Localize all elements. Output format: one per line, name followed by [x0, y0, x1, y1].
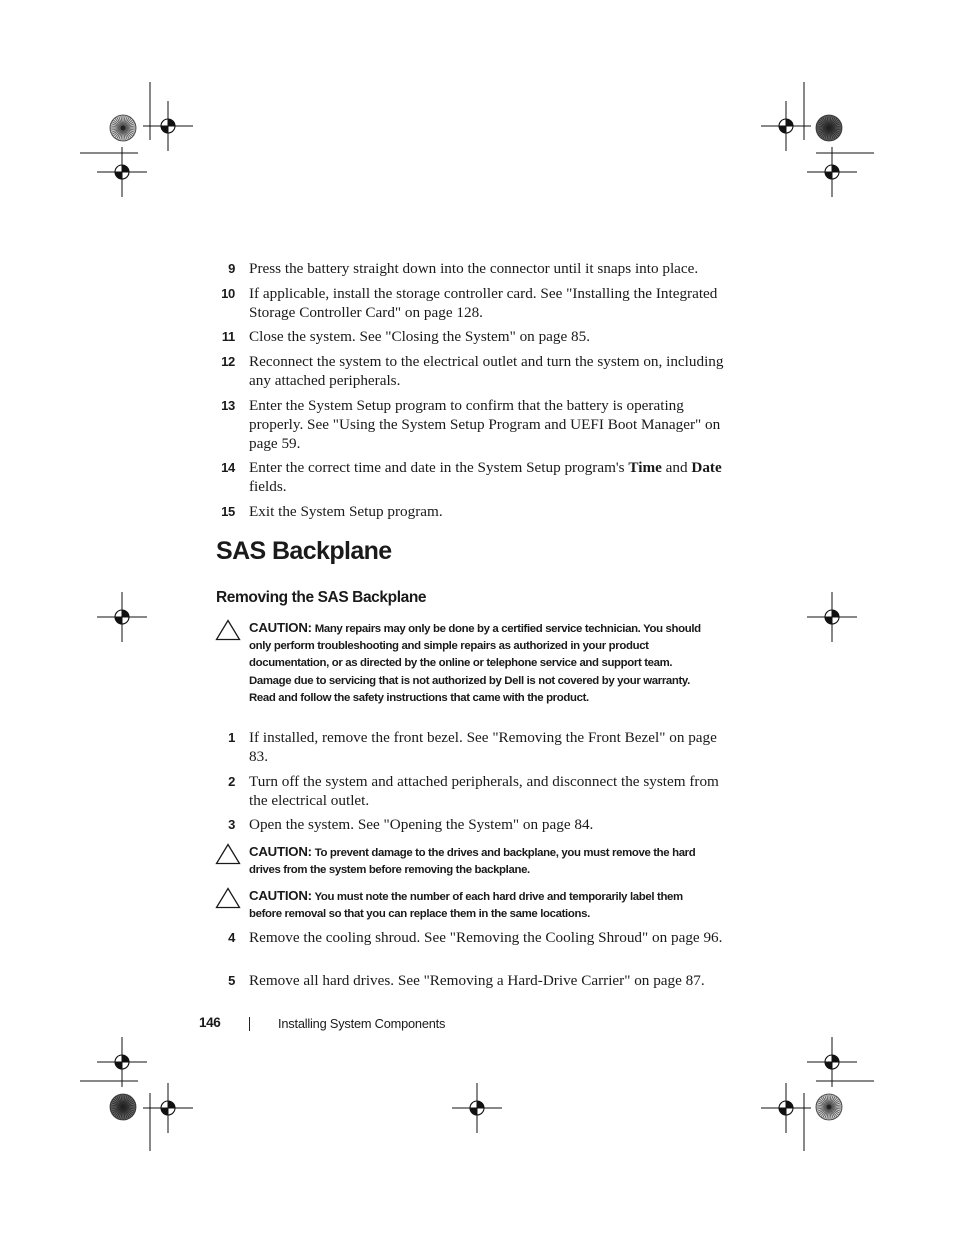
step-number: 4	[228, 930, 235, 945]
step-text: Close the system. See "Closing the System" on page 85.	[249, 328, 591, 345]
color-target-icon	[110, 115, 136, 141]
step-text: Reconnect the system to the electrical outlet and turn the system on, including any attached peripherals.	[249, 353, 724, 389]
step-text: Remove the cooling shroud. See "Removing the Cooling Shroud" on page 96.	[249, 929, 723, 946]
field-name-time: Time	[628, 459, 662, 476]
step-number: 14	[221, 460, 235, 475]
registration-mark-icon	[97, 1037, 147, 1087]
caution-text: You must note the number of each hard drive and temporarily label them before removal so that you can replace them in the same locations.	[249, 891, 683, 921]
caution-label: CAUTION:	[249, 888, 312, 903]
field-name-date: Date	[691, 459, 722, 476]
footer-divider	[249, 1017, 250, 1031]
registration-mark-icon	[452, 1083, 502, 1133]
registration-mark-icon	[807, 147, 857, 197]
subsection-title: Removing the SAS Backplane	[216, 589, 427, 606]
step-number: 3	[228, 817, 235, 832]
step-text: Enter the System Setup program to confirm that the battery is operating properly. See "Using the System Setup Program and UEFI Boot Manager" on page 59.	[249, 397, 721, 452]
step-number: 5	[228, 973, 235, 988]
step-number: 1	[228, 730, 235, 745]
caution-text: To prevent damage to the drives and backplane, you must remove the hard drives from the system before removing the backplane.	[249, 847, 696, 877]
color-target-icon	[110, 1094, 136, 1120]
page-number: 146	[199, 1015, 221, 1030]
caution-triangle-icon	[215, 887, 241, 909]
step-number: 15	[221, 504, 235, 519]
step-text: If applicable, install the storage controller card. See "Installing the Integrated Storage Controller Card" on page 128.	[249, 285, 718, 321]
step-number: 12	[221, 354, 235, 369]
caution-triangle-icon	[215, 843, 241, 865]
registration-mark-icon	[807, 1037, 857, 1087]
step-text: Enter the correct time and date in the System Setup program's Time and Date fields.	[249, 459, 722, 495]
color-target-icon	[816, 115, 842, 141]
caution-label: CAUTION:	[249, 844, 312, 859]
caution-triangle-icon	[215, 619, 241, 641]
registration-mark-icon	[97, 147, 147, 197]
registration-mark-icon	[807, 592, 857, 642]
step-number: 10	[221, 286, 235, 301]
step-number: 9	[228, 261, 235, 276]
caution-label: CAUTION:	[249, 620, 312, 635]
step-number: 11	[221, 329, 235, 344]
step-number: 13	[221, 398, 235, 413]
step-text: Open the system. See "Opening the System" on page 84.	[249, 816, 594, 833]
registration-mark-icon	[97, 592, 147, 642]
step-text: Remove all hard drives. See "Removing a Hard-Drive Carrier" on page 87.	[249, 972, 705, 989]
step-text: Turn off the system and attached peripherals, and disconnect the system from the electrical outlet.	[249, 773, 719, 809]
step-text: Exit the System Setup program.	[249, 503, 443, 520]
step-number: 2	[228, 774, 235, 789]
step-text: Press the battery straight down into the connector until it snaps into place.	[249, 260, 699, 277]
section-title: SAS Backplane	[216, 537, 392, 565]
caution-text: Many repairs may only be done by a certified service technician. You should only perform troubleshooting and simple repairs as authorized in your product documentation, or as directed by the online or telephone service and support team. Damage due to servicing that is not authorized by Dell is not covered by your warranty. Read and follow the safety instructions that came with the product.	[249, 623, 701, 704]
color-target-icon	[816, 1094, 842, 1120]
chapter-title: Installing System Components	[278, 1016, 446, 1031]
step-text: If installed, remove the front bezel. See "Removing the Front Bezel" on page 83.	[249, 729, 717, 765]
